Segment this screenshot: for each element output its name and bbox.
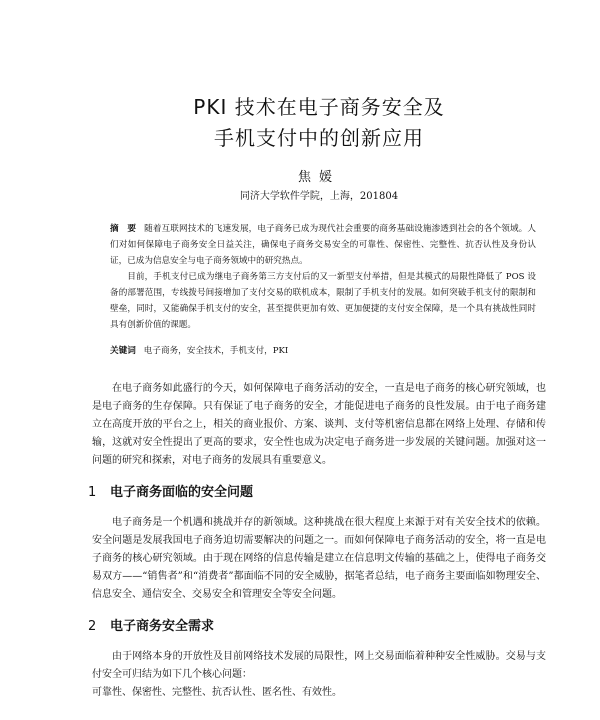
section-2-number: 2	[88, 619, 97, 634]
title-line-2: 手机支付中的创新应用	[214, 126, 424, 150]
title-line-1: PKI 技术在电子商务安全及	[193, 95, 445, 119]
abstract-label: 摘 要	[110, 224, 137, 234]
section-1-heading	[88, 484, 546, 502]
keywords-text: 电子商务，安全技术，手机支付，PKI	[143, 346, 289, 356]
section-1-number: 1	[88, 485, 97, 500]
abstract	[92, 221, 546, 333]
section-2-paragraph: 由于网络本身的开放性及目前网络技术发展的局限性，网上交易面临着种种安全性威胁。交易与支付安全可归结为如下几个核心问题：	[92, 651, 546, 680]
paper-title	[92, 92, 546, 154]
section-2-list-line: 可靠性、保密性、完整性、抗否认性、匿名性、有效性。	[92, 687, 342, 698]
keywords	[92, 344, 546, 358]
author-name: 焦媛	[297, 170, 340, 185]
abstract-paragraph-1	[110, 221, 536, 269]
keywords-label: 关键词	[110, 346, 136, 356]
section-2-title: 电子商务安全需求	[110, 619, 215, 634]
author-affiliation: 同济大学软件学院，上海，201804	[239, 191, 399, 202]
introduction-paragraph: 在电子商务如此盛行的今天，如何保障电子商务活动的安全，一直是电子商务的核心研究领域，也是电子商务的生存保障。只有保证了电子商务的安全，才能促进电子商务的良性发展。由于电子商务建立在高度开放的平台之上，相关的商业报价、方案、谈判、支付等机密信息都在网络上处理、存储和传输，这就对安全性提出了更高的要求，安全性也成为决定电子商务进一步发展的关键问题。加强对这一问题的研究和探索，对电子商务的发展具有重要意义。	[92, 383, 546, 466]
section-1-title: 电子商务面临的安全问题	[110, 485, 254, 500]
abstract-text-1: 随着互联网技术的飞速发展，电子商务已成为现代社会重要的商务基础设施渗透到社会的各个领域。人们对如何保障电子商务安全日益关注，确保电子商务交易安全的可靠性、保密性、完整性、抗否认性及身份认证，已成为信息安全与电子商务领域中的研究热点。	[110, 224, 536, 266]
section-1-paragraph: 电子商务是一个机遇和挑战并存的新领域。这种挑战在很大程度上来源于对有关安全技术的依赖。安全问题是发展我国电子商务迫切需要解决的问题之一。而如何保障电子商务活动的安全，将一直是电子商务的核心研究领域。由于现在网络的信息传输是建立在信息明文传输的基础之上，使得电子商务交易双方——“销售者”和“消费者”都面临不同的安全威胁，据笔者总结，电子商务主要面临如物理安全、信息安全、通信安全、交易安全和管理安全等安全问题。	[92, 517, 546, 600]
abstract-paragraph-2: 目前，手机支付已成为继电子商务第三方支付后的又一新型支付举措，但是其模式的局限性降低了 POS 设备的部署范围，专线拨号间接增加了支付交易的联机成本，限制了手机支付的发展。如何突破手机支付的限制和壁垒，同时，又能确保手机支付的安全，甚至提供更加有效、更加便捷的支付安全保障，是一个具有挑战性同时具有创新价值的课题。	[110, 272, 536, 330]
section-2-heading	[88, 618, 546, 636]
